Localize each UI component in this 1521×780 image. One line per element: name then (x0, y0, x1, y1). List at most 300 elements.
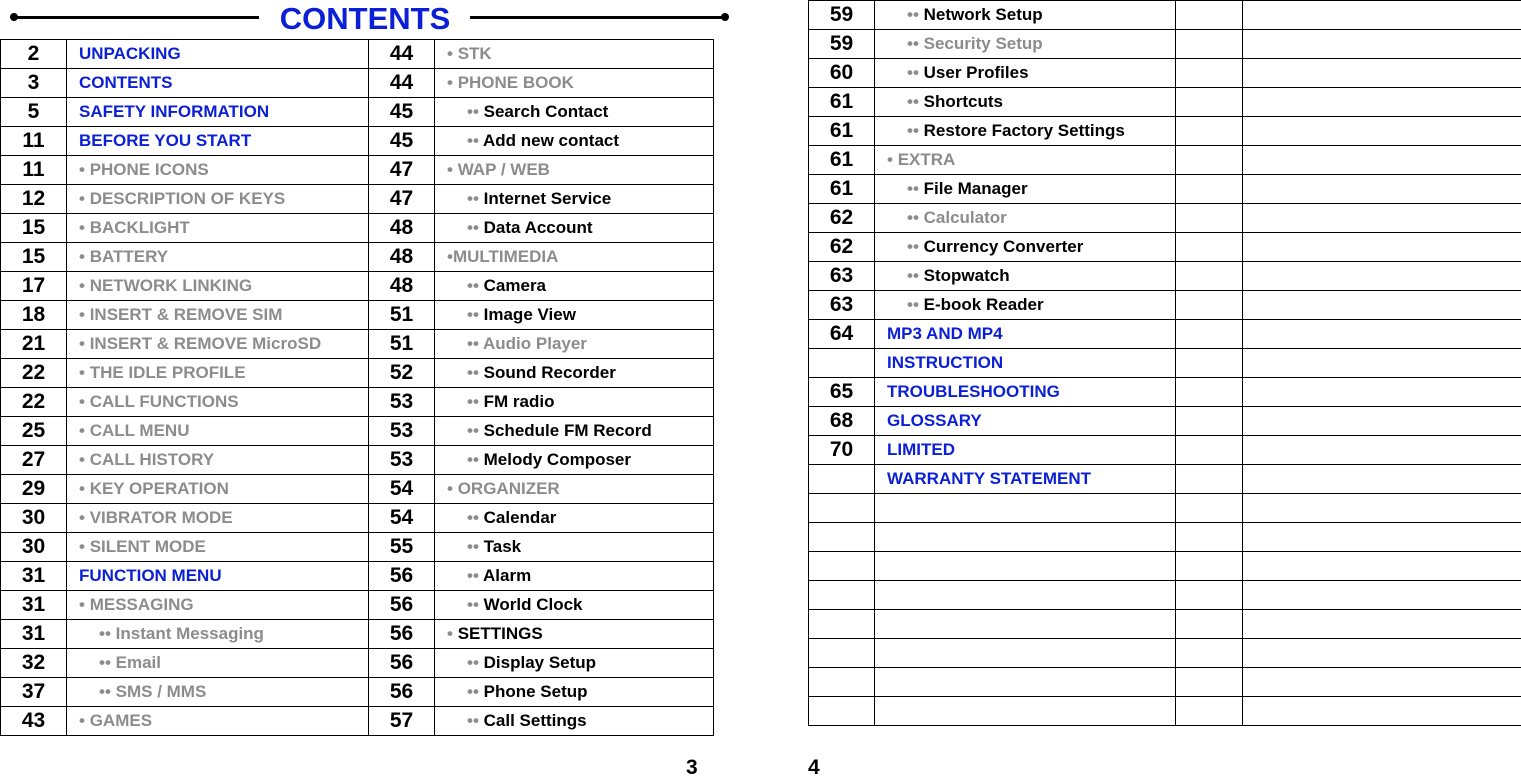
bullet-marker: • (79, 595, 90, 614)
toc-page-number (809, 581, 875, 610)
table-row (1, 301, 714, 330)
bullet-marker: •• (467, 363, 484, 382)
toc-entry[interactable] (435, 330, 714, 359)
toc-entry-label: Restore Factory Settings (924, 121, 1125, 140)
bullet-marker: • (79, 218, 90, 237)
toc-entry-label: ORGANIZER (458, 479, 560, 498)
toc-page-number: 48 (369, 243, 435, 272)
bullet-marker: • (79, 450, 90, 469)
toc-entry-label: PHONE ICONS (90, 160, 209, 179)
toc-page-number: 12 (1, 185, 67, 214)
toc-page-number: 17 (1, 272, 67, 301)
empty-cell (1176, 610, 1243, 639)
toc-entry-label: Task (484, 537, 522, 556)
toc-page-number (809, 610, 875, 639)
toc-entry[interactable] (875, 436, 1176, 465)
toc-entry[interactable] (67, 185, 369, 214)
toc-entry[interactable] (435, 272, 714, 301)
toc-entry[interactable] (435, 504, 714, 533)
table-row (809, 494, 1521, 523)
header-right-dot (721, 13, 729, 21)
table-row (1, 69, 714, 98)
bullet-marker: • (447, 479, 458, 498)
empty-cell (1176, 88, 1243, 117)
toc-page-number: 61 (809, 146, 875, 175)
toc-entry-label: PHONE BOOK (458, 73, 574, 92)
toc-entry[interactable] (435, 562, 714, 591)
toc-entry[interactable] (875, 291, 1176, 320)
toc-entry[interactable] (875, 88, 1176, 117)
table-row (809, 349, 1521, 378)
toc-page-number (809, 465, 875, 494)
toc-entry-label: Instant Messaging (116, 624, 264, 643)
toc-entry[interactable] (435, 446, 714, 475)
toc-entry-label: Audio Player (483, 334, 587, 353)
empty-cell (1243, 523, 1521, 552)
toc-entry-label: Display Setup (484, 653, 596, 672)
bullet-marker: • (79, 508, 90, 527)
toc-entry[interactable] (435, 40, 714, 69)
toc-entry-label: Add new contact (483, 131, 619, 150)
table-row (1, 707, 714, 736)
page-number-right: 4 (808, 756, 820, 780)
toc-entry[interactable] (435, 533, 714, 562)
toc-entry[interactable] (875, 146, 1176, 175)
toc-entry[interactable] (875, 59, 1176, 88)
toc-entry[interactable] (67, 591, 369, 620)
toc-entry[interactable] (435, 649, 714, 678)
toc-page-number: 47 (369, 185, 435, 214)
toc-entry[interactable] (435, 591, 714, 620)
table-row (809, 552, 1521, 581)
toc-page-number: 48 (369, 272, 435, 301)
toc-entry[interactable] (875, 639, 1176, 668)
bullet-marker: • (79, 392, 90, 411)
toc-page-number: 5 (1, 98, 67, 127)
table-row (809, 59, 1521, 88)
toc-entry[interactable] (67, 475, 369, 504)
table-row (809, 320, 1521, 349)
toc-entry-label: Data Account (484, 218, 593, 237)
toc-entry[interactable] (875, 494, 1176, 523)
contents-header (0, 0, 730, 38)
empty-cell (1176, 523, 1243, 552)
empty-cell (1176, 436, 1243, 465)
empty-cell (1176, 552, 1243, 581)
toc-entry[interactable] (875, 204, 1176, 233)
table-row (809, 465, 1521, 494)
toc-entry[interactable] (875, 175, 1176, 204)
toc-page-number: 31 (1, 591, 67, 620)
toc-page-number: 64 (809, 320, 875, 349)
table-row (809, 88, 1521, 117)
toc-page-number: 70 (809, 436, 875, 465)
toc-entry-label: FM radio (484, 392, 555, 411)
empty-cell (1243, 552, 1521, 581)
table-row (809, 697, 1521, 726)
bullet-marker: •• (907, 121, 924, 140)
table-row (1, 591, 714, 620)
toc-entry[interactable] (435, 388, 714, 417)
toc-table-left (0, 39, 714, 736)
toc-page-number: 53 (369, 388, 435, 417)
toc-entry-label: LIMITED (887, 440, 955, 459)
table-row (809, 233, 1521, 262)
bullet-marker: • (447, 247, 453, 266)
bullet-marker: • (447, 160, 458, 179)
toc-page-number (809, 668, 875, 697)
toc-page-number: 21 (1, 330, 67, 359)
toc-entry-label: SAFETY INFORMATION (79, 102, 269, 121)
toc-entry[interactable] (875, 1, 1176, 30)
table-row (1, 156, 714, 185)
toc-entry[interactable] (435, 69, 714, 98)
toc-entry-label: Call Settings (484, 711, 587, 730)
toc-entry-label: Stopwatch (924, 266, 1010, 285)
toc-page-number: 18 (1, 301, 67, 330)
toc-entry[interactable] (875, 610, 1176, 639)
empty-cell (1243, 494, 1521, 523)
toc-page-number: 61 (809, 175, 875, 204)
table-row (1, 243, 714, 272)
toc-entry-label: KEY OPERATION (90, 479, 229, 498)
bullet-marker: • (79, 479, 90, 498)
empty-cell (1243, 581, 1521, 610)
toc-entry[interactable] (67, 40, 369, 69)
toc-entry[interactable] (67, 388, 369, 417)
bullet-marker: •• (467, 653, 484, 672)
empty-cell (1243, 30, 1521, 59)
empty-cell (1176, 233, 1243, 262)
toc-page-number: 68 (809, 407, 875, 436)
toc-entry-label: NETWORK LINKING (90, 276, 252, 295)
toc-entry[interactable] (67, 301, 369, 330)
toc-entry[interactable] (435, 127, 714, 156)
bullet-marker: •• (467, 131, 483, 150)
bullet-marker: •• (467, 421, 484, 440)
toc-page-number: 62 (809, 204, 875, 233)
toc-entry[interactable] (67, 127, 369, 156)
table-row (1, 678, 714, 707)
empty-cell (1243, 697, 1521, 726)
bullet-marker: •• (99, 653, 116, 672)
bullet-marker: •• (467, 392, 484, 411)
toc-page-number: 51 (369, 330, 435, 359)
bullet-marker: •• (907, 295, 924, 314)
toc-page-number: 30 (1, 504, 67, 533)
bullet-marker: • (79, 711, 90, 730)
table-row (809, 610, 1521, 639)
toc-page-number: 53 (369, 446, 435, 475)
bullet-marker: •• (467, 595, 484, 614)
empty-cell (1243, 465, 1521, 494)
toc-entry-label: Sound Recorder (484, 363, 616, 382)
bullet-marker: • (447, 44, 458, 63)
toc-entry-label: INSERT & REMOVE MicroSD (90, 334, 321, 353)
toc-entry[interactable] (435, 417, 714, 446)
table-row (1, 127, 714, 156)
bullet-marker: •• (467, 537, 484, 556)
toc-entry[interactable] (875, 407, 1176, 436)
toc-page-number: 44 (369, 69, 435, 98)
table-row (809, 262, 1521, 291)
toc-page-number: 57 (369, 707, 435, 736)
toc-entry[interactable] (67, 620, 369, 649)
toc-entry[interactable] (67, 707, 369, 736)
table-row (809, 146, 1521, 175)
bullet-marker: •• (907, 34, 924, 53)
bullet-marker: •• (467, 711, 484, 730)
toc-page-number: 54 (369, 504, 435, 533)
toc-entry[interactable] (875, 378, 1176, 407)
table-row (1, 359, 714, 388)
empty-cell (1243, 88, 1521, 117)
toc-entry-label: Internet Service (484, 189, 612, 208)
empty-cell (1243, 610, 1521, 639)
toc-entry-label: Email (116, 653, 161, 672)
toc-entry[interactable] (435, 707, 714, 736)
empty-cell (1176, 668, 1243, 697)
empty-cell (1176, 407, 1243, 436)
empty-cell (1243, 262, 1521, 291)
empty-cell (1243, 407, 1521, 436)
toc-entry[interactable] (435, 98, 714, 127)
toc-entry[interactable] (67, 533, 369, 562)
bullet-marker: •• (907, 179, 924, 198)
empty-cell (1243, 1, 1521, 30)
toc-entry-label: Calendar (484, 508, 557, 527)
toc-entry[interactable] (435, 620, 714, 649)
toc-entry-label: FUNCTION MENU (79, 566, 222, 585)
empty-cell (1243, 204, 1521, 233)
table-row (1, 446, 714, 475)
table-row (809, 581, 1521, 610)
toc-entry-label: TROUBLESHOOTING (887, 382, 1060, 401)
toc-entry-label: UNPACKING (79, 44, 181, 63)
bullet-marker: •• (467, 102, 484, 121)
toc-page-number: 29 (1, 475, 67, 504)
toc-entry[interactable] (67, 214, 369, 243)
toc-page-number: 53 (369, 417, 435, 446)
toc-page-number: 56 (369, 678, 435, 707)
table-row (809, 378, 1521, 407)
bullet-marker: •• (467, 566, 483, 585)
toc-entry-label: Melody Composer (484, 450, 631, 469)
toc-entry-label: Shortcuts (924, 92, 1003, 111)
toc-entry[interactable] (875, 697, 1176, 726)
toc-page-number: 54 (369, 475, 435, 504)
toc-entry[interactable] (435, 475, 714, 504)
toc-entry-label: CONTENTS (79, 73, 173, 92)
table-row (1, 475, 714, 504)
table-row (1, 533, 714, 562)
toc-page-number: 31 (1, 562, 67, 591)
toc-page-number: 59 (809, 1, 875, 30)
page-title: CONTENTS (265, 0, 465, 38)
toc-entry[interactable] (435, 243, 714, 272)
toc-page-number: 63 (809, 291, 875, 320)
empty-cell (1243, 59, 1521, 88)
toc-entry-label: EXTRA (898, 150, 956, 169)
toc-entry-label: CALL HISTORY (90, 450, 214, 469)
toc-page-number: 31 (1, 620, 67, 649)
toc-entry[interactable] (67, 359, 369, 388)
table-row (1, 330, 714, 359)
table-row (809, 668, 1521, 697)
table-row (809, 291, 1521, 320)
toc-entry[interactable] (875, 581, 1176, 610)
toc-page-number: 45 (369, 127, 435, 156)
table-row (1, 504, 714, 533)
toc-entry-label: Alarm (483, 566, 531, 585)
toc-entry[interactable] (875, 465, 1176, 494)
toc-page-number: 61 (809, 117, 875, 146)
bullet-marker: • (79, 537, 90, 556)
toc-entry-label: Camera (484, 276, 546, 295)
toc-entry-label: INSERT & REMOVE SIM (90, 305, 283, 324)
toc-entry-label: Security Setup (924, 34, 1043, 53)
toc-page-number (809, 639, 875, 668)
toc-page-number: 2 (1, 40, 67, 69)
toc-entry[interactable] (435, 301, 714, 330)
empty-cell (1243, 378, 1521, 407)
toc-entry[interactable] (435, 156, 714, 185)
toc-page-number: 63 (809, 262, 875, 291)
toc-entry[interactable] (875, 320, 1176, 349)
bullet-marker: •• (99, 682, 116, 701)
bullet-marker: •• (467, 218, 484, 237)
toc-page-number: 62 (809, 233, 875, 262)
toc-page-number: 30 (1, 533, 67, 562)
toc-page-number: 56 (369, 562, 435, 591)
bullet-marker: •• (907, 266, 924, 285)
toc-entry-label: SILENT MODE (90, 537, 206, 556)
toc-page-number: 65 (809, 378, 875, 407)
toc-entry[interactable] (67, 330, 369, 359)
bullet-marker: • (447, 73, 458, 92)
toc-entry-label: INSTRUCTION (887, 353, 1003, 372)
toc-entry-label: BATTERY (90, 247, 168, 266)
toc-entry[interactable] (875, 30, 1176, 59)
toc-entry[interactable] (435, 214, 714, 243)
bullet-marker: •• (907, 208, 924, 227)
table-row (1, 388, 714, 417)
table-row (1, 40, 714, 69)
empty-cell (1176, 59, 1243, 88)
toc-page-number: 22 (1, 388, 67, 417)
toc-entry[interactable] (67, 272, 369, 301)
bullet-marker: • (79, 276, 90, 295)
toc-entry-label: Phone Setup (484, 682, 588, 701)
toc-page-number (809, 494, 875, 523)
table-row (809, 204, 1521, 233)
toc-entry[interactable] (67, 69, 369, 98)
empty-cell (1176, 30, 1243, 59)
toc-entry[interactable] (875, 552, 1176, 581)
toc-entry-label: Search Contact (484, 102, 609, 121)
empty-cell (1243, 349, 1521, 378)
bullet-marker: • (447, 624, 458, 643)
toc-entry-label: E-book Reader (924, 295, 1044, 314)
toc-entry[interactable] (875, 349, 1176, 378)
toc-entry[interactable] (875, 262, 1176, 291)
toc-page-number: 55 (369, 533, 435, 562)
bullet-marker: • (79, 421, 90, 440)
toc-entry[interactable] (67, 417, 369, 446)
toc-entry[interactable] (435, 359, 714, 388)
page-number-left: 3 (686, 756, 698, 780)
toc-entry-label: MESSAGING (90, 595, 194, 614)
table-row (809, 436, 1521, 465)
toc-entry-label: CALL FUNCTIONS (90, 392, 239, 411)
toc-entry-label: File Manager (924, 179, 1028, 198)
table-row (1, 98, 714, 127)
bullet-marker: •• (467, 682, 484, 701)
toc-entry[interactable] (67, 562, 369, 591)
toc-entry-label: BEFORE YOU START (79, 131, 251, 150)
empty-cell (1176, 146, 1243, 175)
toc-entry[interactable] (875, 233, 1176, 262)
toc-entry[interactable] (67, 649, 369, 678)
empty-cell (1176, 117, 1243, 146)
table-row (809, 1, 1521, 30)
table-row (1, 272, 714, 301)
toc-entry[interactable] (67, 156, 369, 185)
toc-entry[interactable] (875, 523, 1176, 552)
toc-entry[interactable] (67, 446, 369, 475)
empty-cell (1243, 436, 1521, 465)
bullet-marker: •• (99, 624, 116, 643)
bullet-marker: •• (467, 450, 484, 469)
table-row (1, 185, 714, 214)
toc-page-number: 32 (1, 649, 67, 678)
empty-cell (1176, 378, 1243, 407)
toc-page-number: 60 (809, 59, 875, 88)
toc-page-number: 43 (1, 707, 67, 736)
table-row (809, 407, 1521, 436)
empty-cell (1243, 668, 1521, 697)
empty-cell (1176, 581, 1243, 610)
toc-entry[interactable] (67, 98, 369, 127)
toc-entry[interactable] (67, 243, 369, 272)
toc-entry[interactable] (67, 678, 369, 707)
toc-page-number: 59 (809, 30, 875, 59)
toc-entry[interactable] (875, 117, 1176, 146)
toc-entry[interactable] (67, 504, 369, 533)
toc-entry[interactable] (435, 678, 714, 707)
toc-entry[interactable] (875, 668, 1176, 697)
toc-entry-label: GAMES (90, 711, 152, 730)
toc-entry-label: MP3 AND MP4 (887, 324, 1003, 343)
toc-page-number: 11 (1, 127, 67, 156)
bullet-marker: •• (467, 189, 484, 208)
bullet-marker: •• (467, 276, 484, 295)
toc-entry-label: CALL MENU (90, 421, 190, 440)
toc-entry-label: THE IDLE PROFILE (90, 363, 246, 382)
bullet-marker: • (79, 160, 90, 179)
table-row (1, 620, 714, 649)
bullet-marker: •• (467, 305, 484, 324)
toc-page-number: 56 (369, 620, 435, 649)
toc-table-right (808, 0, 1521, 726)
toc-page-number: 56 (369, 591, 435, 620)
bullet-marker: • (79, 247, 90, 266)
bullet-marker: •• (907, 5, 924, 24)
empty-cell (1243, 320, 1521, 349)
toc-page-number: 51 (369, 301, 435, 330)
toc-entry-label: BACKLIGHT (90, 218, 190, 237)
toc-entry[interactable] (435, 185, 714, 214)
